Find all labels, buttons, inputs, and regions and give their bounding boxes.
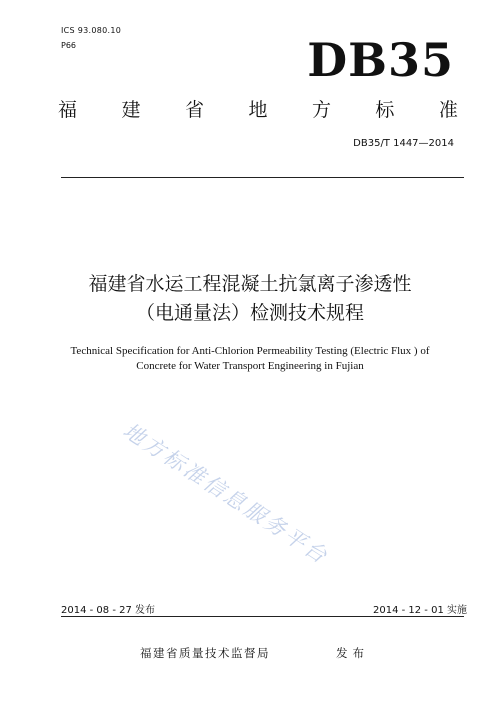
standard-type-char: 方 bbox=[311, 99, 331, 121]
standard-number: DB35/T 1447—2014 bbox=[353, 138, 454, 149]
standard-type-char: 准 bbox=[438, 99, 458, 121]
standard-brand: DB35 bbox=[307, 33, 454, 87]
english-title-line-2: Concrete for Water Transport Engineering in Fujian bbox=[136, 360, 364, 372]
ics-code: ICS 93.080.10 bbox=[61, 26, 122, 35]
issuing-authority: 福建省质量技术监督局 bbox=[140, 646, 270, 660]
watermark: 地方标准信息服务平台 bbox=[118, 418, 334, 570]
chinese-title-line-1: 福建省水运工程混凝土抗氯离子渗透性 bbox=[88, 273, 412, 295]
bottom-divider bbox=[61, 616, 464, 617]
standard-type-char: 福 bbox=[58, 99, 78, 121]
chinese-title-line-2: （电通量法）检测技术规程 bbox=[135, 302, 364, 324]
implementation-date: 2014 - 12 - 01 实施 bbox=[372, 605, 467, 616]
english-title-line-1: Technical Specification for Anti-Chlorion Permeability Testing (Electric Flux ) of bbox=[70, 345, 430, 357]
standard-type bbox=[58, 95, 458, 122]
top-divider bbox=[61, 177, 464, 178]
standard-type-char: 标 bbox=[375, 99, 395, 121]
category-code: P66 bbox=[61, 41, 77, 50]
standard-type-char: 地 bbox=[248, 99, 268, 121]
release-label: 发布 bbox=[336, 646, 369, 660]
issue-date: 2014 - 08 - 27 发布 bbox=[61, 605, 156, 616]
standard-type-char: 省 bbox=[184, 99, 204, 121]
standard-type-char: 建 bbox=[121, 99, 141, 121]
